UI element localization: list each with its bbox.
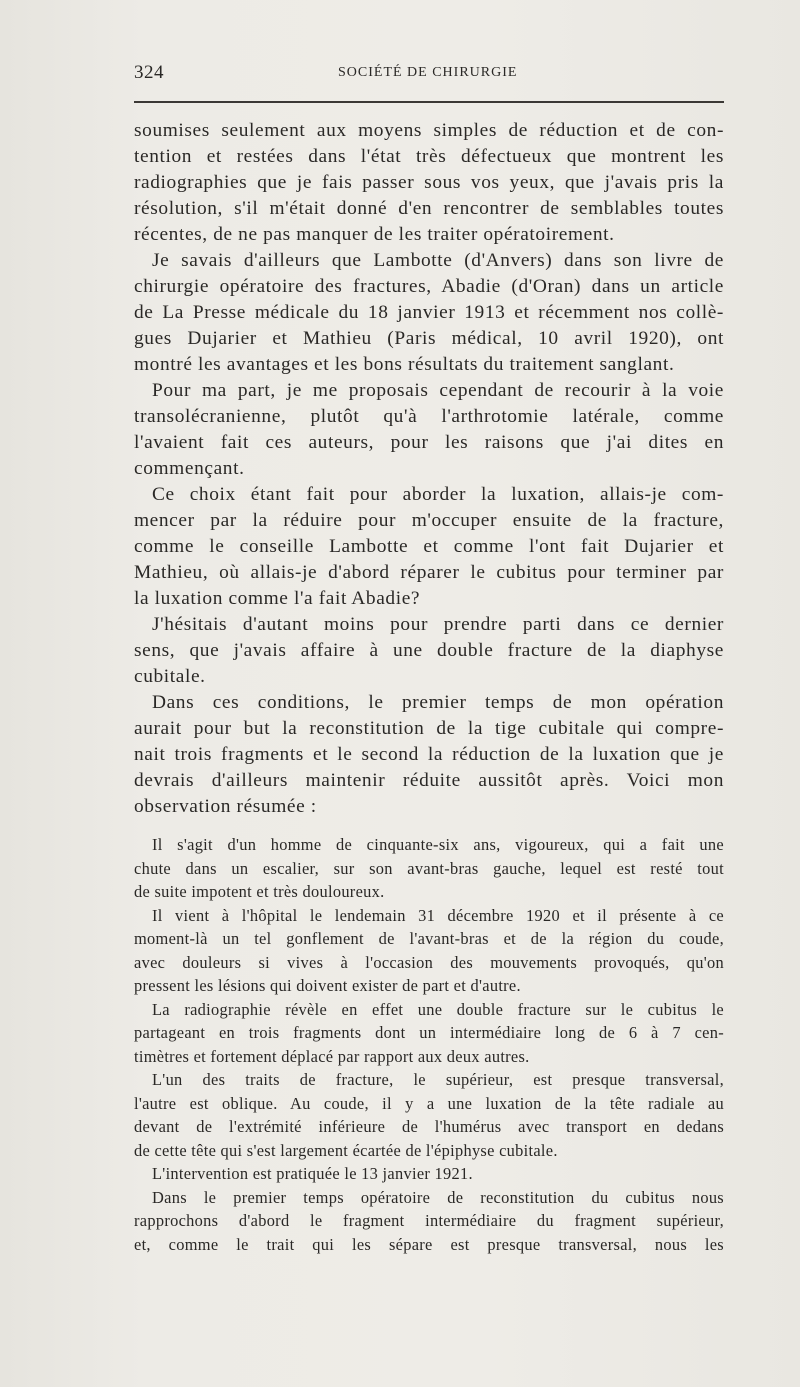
obs-line: l'autre est oblique. Au coude, il y a une luxation de la tête radiale au bbox=[134, 1093, 724, 1113]
text-line: Ce choix étant fait pour aborder la luxation, allais-je com- bbox=[152, 484, 724, 505]
text-line: mencer par la réduire pour m'occuper ensuite de la fracture, bbox=[134, 510, 724, 531]
text-line: Mathieu, où allais-je d'abord réparer le cubitus pour terminer par bbox=[134, 562, 724, 583]
header-rule bbox=[134, 101, 724, 103]
obs-line: timètres et fortement déplacé par rapport aux deux autres. bbox=[134, 1046, 530, 1066]
main-line-7: de La Presse médicale du 18 janvier 1913 et récemment nos collè- bbox=[134, 302, 724, 323]
obs-line: L'intervention est pratiquée le 13 janvier 1921. bbox=[152, 1164, 473, 1183]
text-line: Pour ma part, je me proposais cependant de recourir à la voie bbox=[152, 380, 724, 401]
obs-line: La radiographie révèle en effet une double fracture sur le cubitus le bbox=[152, 999, 724, 1019]
text-line: commençant. bbox=[134, 458, 245, 479]
text-line-with-italic bbox=[134, 326, 724, 352]
text-line: comme le conseille Lambotte et comme l'ont fait Dujarier et bbox=[134, 536, 724, 557]
text-line: Je savais d'ailleurs que Lambotte (d'Anvers) dans son livre de bbox=[152, 250, 724, 271]
obs-line: partageant en trois fragments dont un intermédiaire long de 6 à 7 cen- bbox=[134, 1023, 724, 1042]
obs-line: Il s'agit d'un homme de cinquante-six ans, vigoureux, qui a fait une bbox=[152, 835, 724, 854]
text-line: récentes, de ne pas manquer de les traiter opératoirement. bbox=[134, 224, 615, 245]
obs-line: avec douleurs si vives à l'occasion des mouvements provoqués, qu'on bbox=[134, 952, 724, 972]
obs-line: pressent les lésions qui doivent exister de part et d'autre. bbox=[134, 976, 521, 995]
obs-line: rapprochons d'abord le fragment intermédiaire du fragment supérieur, bbox=[134, 1211, 724, 1230]
text-line: observation résumée : bbox=[134, 796, 317, 817]
page-number: 324 bbox=[134, 62, 164, 83]
text-line: l'avaient fait ces auteurs, pour les raisons que j'ai dites en bbox=[134, 432, 724, 453]
main-line-8: gues Dujarier et Mathieu (Paris médical, 10 avril 1920), ont bbox=[134, 328, 724, 349]
obs-line: de cette tête qui s'est largement écartée de l'épiphyse cubitale. bbox=[134, 1140, 558, 1160]
obs-line: de suite impotent et très douloureux. bbox=[134, 882, 385, 901]
text-line: résolution, s'il m'était donné d'en rencontrer de semblables toutes bbox=[134, 198, 724, 219]
body-text bbox=[134, 118, 724, 1256]
text-line: nait trois fragments et le second la réduction de la luxation que je bbox=[134, 744, 724, 765]
main-paragraphs bbox=[134, 118, 724, 820]
text-line: montré les avantages et les bons résultats du traitement sanglant. bbox=[134, 354, 675, 375]
text-line: cubitale. bbox=[134, 666, 206, 687]
text-line: Dans ces conditions, le premier temps de mon opération bbox=[152, 692, 724, 713]
running-title: SOCIÉTÉ DE CHIRURGIE bbox=[338, 65, 518, 80]
text-line: J'hésitais d'autant moins pour prendre parti dans ce dernier bbox=[152, 614, 724, 635]
text-line: tention et restées dans l'état très défectueux que montrent les bbox=[134, 146, 724, 167]
text-line-with-italic bbox=[134, 300, 724, 326]
text-line: transolécranienne, plutôt qu'à l'arthrotomie latérale, comme bbox=[134, 406, 724, 427]
page-header bbox=[134, 62, 724, 86]
obs-line: Dans le premier temps opératoire de reconstitution du cubitus nous bbox=[152, 1187, 724, 1207]
text-line: chirurgie opératoire des fractures, Abadie (d'Oran) dans un article bbox=[134, 276, 724, 297]
text-line: aurait pour but la reconstitution de la tige cubitale qui compre- bbox=[134, 718, 724, 739]
obs-line: chute dans un escalier, sur son avant-bras gauche, lequel est resté tout bbox=[134, 858, 724, 878]
text-line: la luxation comme l'a fait Abadie? bbox=[134, 588, 421, 609]
text-line: radiographies que je fais passer sous vos yeux, que j'avais pris la bbox=[134, 172, 724, 193]
obs-line: devant de l'extrémité inférieure de l'humérus avec transport en dedans bbox=[134, 1117, 724, 1136]
text-line: devrais d'ailleurs maintenir réduite aussitôt après. Voici mon bbox=[134, 770, 724, 791]
obs-line: L'un des traits de fracture, le supérieur, est presque transversal, bbox=[152, 1070, 724, 1089]
observation-block bbox=[134, 833, 724, 1256]
obs-line: moment-là un tel gonflement de l'avant-bras et de la région du coude, bbox=[134, 929, 724, 948]
text-line: soumises seulement aux moyens simples de réduction et de con- bbox=[134, 120, 724, 141]
obs-line: Il vient à l'hôpital le lendemain 31 décembre 1920 et il présente à ce bbox=[152, 905, 724, 925]
text-line: sens, que j'avais affaire à une double fracture de la diaphyse bbox=[134, 640, 724, 661]
obs-line: et, comme le trait qui les sépare est presque transversal, nous les bbox=[134, 1234, 724, 1254]
